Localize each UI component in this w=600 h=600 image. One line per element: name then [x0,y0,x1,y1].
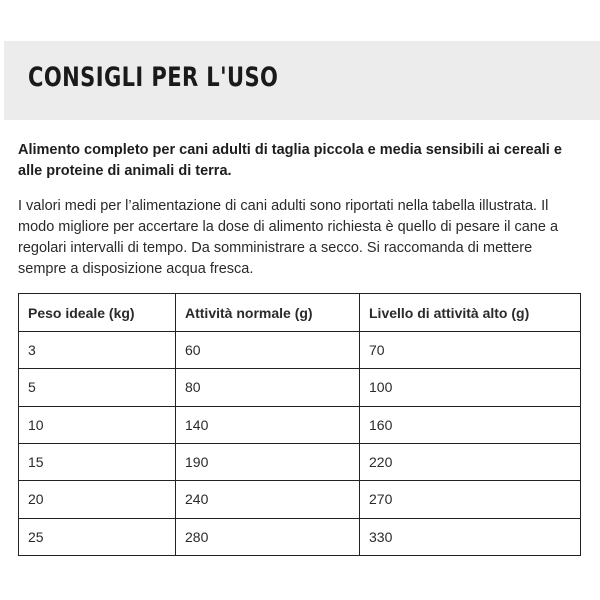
cell-weight: 15 [19,443,176,480]
cell-normal: 240 [176,481,360,518]
cell-normal: 280 [176,518,360,555]
table-row [19,332,581,369]
cell-weight: 3 [19,332,176,369]
table-row [19,406,581,443]
table-row [19,518,581,555]
cell-normal: 80 [176,369,360,406]
cell-weight: 5 [19,369,176,406]
cell-normal: 60 [176,332,360,369]
header-weight: Peso ideale (kg) [19,294,176,332]
cell-high: 70 [360,332,581,369]
cell-normal: 140 [176,406,360,443]
table-row [19,443,581,480]
cell-high: 330 [360,518,581,555]
cell-normal: 190 [176,443,360,480]
section-title: CONSIGLI PER L'USO [28,62,279,93]
cell-weight: 10 [19,406,176,443]
table-row [19,481,581,518]
product-description: Alimento completo per cani adulti di taglia piccola e media sensibili ai cereali e alle proteine di animali di terra. [18,142,562,179]
cell-high: 160 [360,406,581,443]
cell-high: 270 [360,481,581,518]
table-header-row [19,294,581,332]
cell-high: 220 [360,443,581,480]
feeding-table [18,293,581,556]
header-high-activity: Livello di attività alto (g) [360,294,581,332]
cell-weight: 20 [19,481,176,518]
cell-weight: 25 [19,518,176,555]
cell-high: 100 [360,369,581,406]
feeding-instructions: I valori medi per l’alimentazione di cani adulti sono riportati nella tabella illustrata. Il modo migliore per accertare la dose di alimento richiesta è quello di pesare il cane a regolari intervalli di tempo. Da somministrare a secco. Si raccomanda di mettere sempre a disposizione acqua fresca. [18,198,559,277]
table-row [19,369,581,406]
header-normal-activity: Attività normale (g) [176,294,360,332]
